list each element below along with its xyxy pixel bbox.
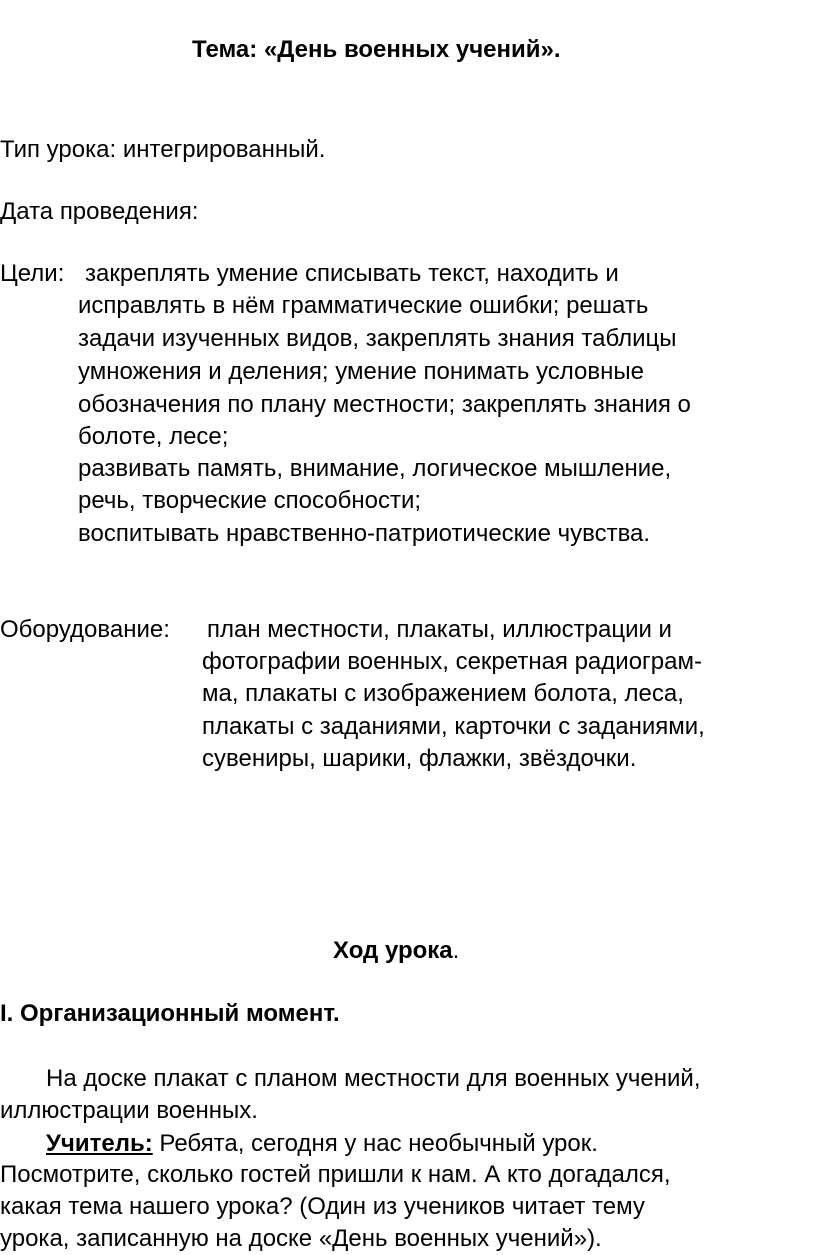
goals-line: речь, творческие способности; [78, 487, 422, 514]
section-heading: I. Организационный момент. [0, 1000, 340, 1027]
paragraph-line: урока, записанную на доске «День военных учений»). [0, 1225, 602, 1252]
goals-line: обозначения по плану местности; закреплять знания о [78, 391, 691, 418]
goals-line: развивать память, внимание, логическое мышление, [78, 455, 672, 482]
goals-line: закреплять умение списывать текст, находить и [85, 260, 619, 287]
course-heading [333, 935, 459, 967]
goals-line: воспитывать нравственно-патриотические чувства. [78, 520, 651, 547]
teacher-label: Учитель: [46, 1130, 153, 1157]
course-heading-dot: . [452, 937, 460, 964]
equipment-line: ма, плакаты с изображением болота, леса, [202, 680, 684, 707]
equipment-line: сувениры, шарики, флажки, звёздочки. [202, 745, 637, 772]
document-title: Тема: «День военных учений». [192, 36, 561, 63]
lesson-date: Дата проведения: [0, 198, 199, 225]
paragraph-line: какая тема нашего урока? (Один из учеников читает тему [0, 1193, 645, 1220]
teacher-speech: Ребята, сегодня у нас необычный урок. [152, 1130, 598, 1157]
paragraph-line [46, 1128, 598, 1160]
lesson-type: Тип урока: интегрированный. [0, 136, 326, 163]
goals-line: задачи изученных видов, закреплять знания таблицы [78, 325, 677, 352]
paragraph-line: иллюстрации военных. [0, 1097, 258, 1124]
goals-line: болоте, лесе; [78, 423, 229, 450]
equipment-label: Оборудование: [0, 616, 170, 643]
equipment-line: плакаты с заданиями, карточки с заданиями, [202, 713, 705, 740]
goals-line: умножения и деления; умение понимать условные [78, 358, 644, 385]
course-heading-text: Ход урока [333, 937, 453, 964]
paragraph-line: На доске плакат с планом местности для военных учений, [46, 1065, 701, 1092]
goals-line: исправлять в нём грамматические ошибки; решать [78, 292, 649, 319]
goals-label: Цели: [0, 260, 65, 287]
equipment-line: фотографии военных, секретная радиограм- [202, 648, 702, 675]
paragraph-line: Посмотрите, сколько гостей пришли к нам. А кто догадался, [0, 1161, 671, 1188]
equipment-line: план местности, плакаты, иллюстрации и [207, 616, 672, 643]
